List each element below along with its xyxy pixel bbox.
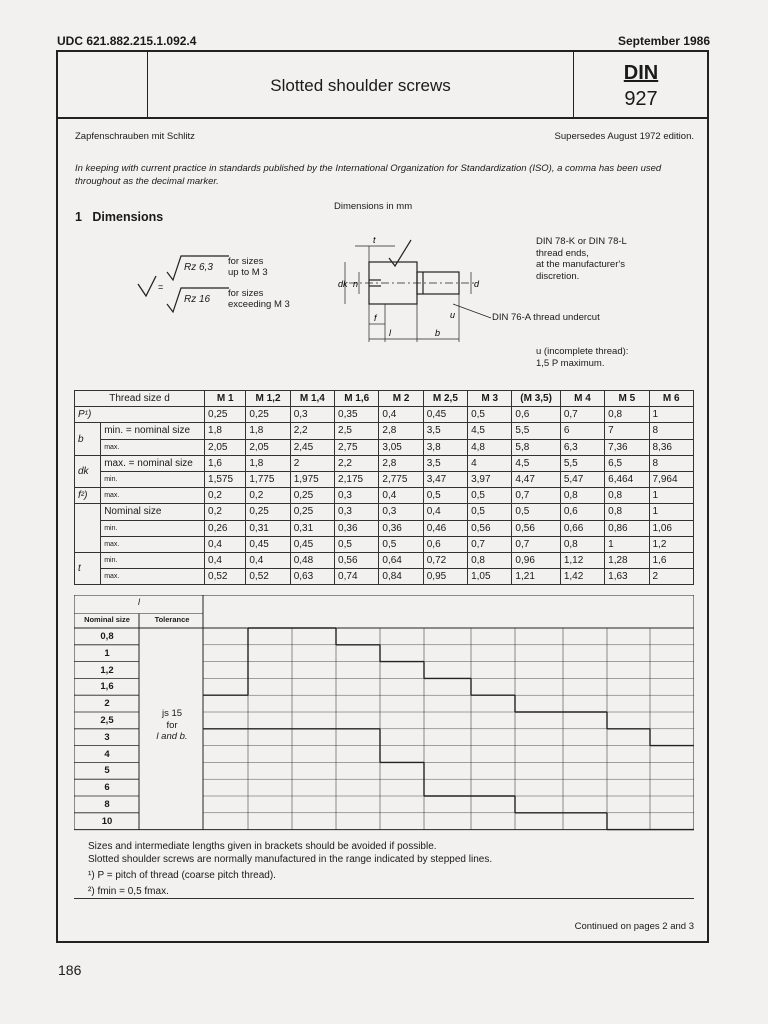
- length-label: 1,6: [100, 681, 114, 693]
- rz-label-2: [228, 288, 290, 310]
- table-cell: 0,2: [246, 488, 290, 504]
- row-sublabel: min.: [101, 471, 205, 487]
- note-2: Slotted shoulder screws are normally manufactured in the range indicated by stepped lines.: [88, 854, 493, 865]
- table-cell: 2,5: [335, 423, 379, 439]
- table-cell: 1,28: [605, 552, 649, 568]
- section-number: 1: [75, 210, 82, 224]
- table-cell: 0,45: [246, 536, 290, 552]
- rz-label-1a: for sizes: [228, 256, 264, 267]
- table-cell: 2,45: [290, 439, 334, 455]
- table-cell: 4,8: [468, 439, 512, 455]
- table-cell: 0,8: [605, 488, 649, 504]
- footnote-1: ¹) P = pitch of thread (coarse pitch thread).: [88, 870, 276, 881]
- table-cell: 1,63: [605, 569, 649, 585]
- size-header: M 2,5: [423, 391, 467, 407]
- length-label: 4: [104, 748, 110, 760]
- table-cell: 0,31: [290, 520, 334, 536]
- table-cell: 0,4: [379, 407, 423, 423]
- rz-label-2a: for sizes: [228, 288, 264, 299]
- table-cell: 0,63: [290, 569, 334, 585]
- table-cell: 0,86: [605, 520, 649, 536]
- table-cell: 6,464: [605, 471, 649, 487]
- incomplete-2: 1,5 P maximum.: [536, 358, 605, 369]
- table-row: [75, 552, 694, 568]
- size-header: M 4: [560, 391, 604, 407]
- table-cell: 3,5: [423, 455, 467, 471]
- table-cell: 8,36: [649, 439, 694, 455]
- label-n: n: [353, 279, 359, 289]
- header-line: [56, 117, 709, 119]
- row-sublabel: max.: [101, 488, 205, 504]
- label-t: t: [373, 235, 376, 245]
- table-cell: 0,5: [335, 536, 379, 552]
- table-cell: 3,97: [468, 471, 512, 487]
- table-cell: 0,5: [468, 504, 512, 520]
- table-cell: 1: [649, 407, 694, 423]
- note-1: Sizes and intermediate lengths given in brackets should be avoided if possible.: [88, 841, 437, 852]
- table-row: [75, 439, 694, 455]
- label-d: d: [474, 279, 480, 289]
- size-header: M 6: [649, 391, 694, 407]
- table-row: [75, 471, 694, 487]
- nominal-size-header: Nominal size: [84, 615, 130, 624]
- table-cell: 0,8: [605, 407, 649, 423]
- table-cell: 0,35: [335, 407, 379, 423]
- length-label: 0,8: [100, 631, 114, 642]
- row-group-label: b: [75, 423, 101, 455]
- thread-ends-4: discretion.: [536, 270, 580, 282]
- table-row: [75, 407, 694, 423]
- rz-label-1: [228, 256, 268, 278]
- row-sublabel: max.: [101, 536, 205, 552]
- check-symbol: [138, 276, 156, 296]
- table-row: [75, 423, 694, 439]
- thread-ends-2: thread ends,: [536, 247, 589, 259]
- table-header-row: [75, 391, 694, 407]
- length-label: 10: [101, 815, 113, 827]
- row-label: P¹): [75, 407, 205, 423]
- table-cell: 0,72: [423, 552, 467, 568]
- label-b: b: [435, 328, 441, 338]
- table-cell: 6,5: [605, 455, 649, 471]
- table-cell: 0,6: [423, 536, 467, 552]
- table-cell: 4,5: [512, 455, 560, 471]
- thread-ends-3: at the manufacturer's: [536, 259, 625, 270]
- length-label: 1,2: [100, 664, 114, 676]
- table-cell: 0,3: [290, 407, 334, 423]
- table-cell: 1: [649, 504, 694, 520]
- table-cell: 3,8: [423, 439, 467, 455]
- rz-value-1: Rz 6,3: [184, 262, 213, 273]
- row-group-label: dk: [75, 455, 101, 487]
- continued-note: Continued on pages 2 and 3: [574, 921, 694, 932]
- size-header: M 1,4: [290, 391, 334, 407]
- table-cell: 1,8: [246, 455, 290, 471]
- table-cell: 0,26: [205, 520, 246, 536]
- table-cell: 0,7: [512, 536, 560, 552]
- table-cell: 7,964: [649, 471, 694, 487]
- size-header: M 1: [205, 391, 246, 407]
- table-cell: 0,25: [290, 488, 334, 504]
- table-cell: 7: [605, 423, 649, 439]
- table-cell: 0,5: [468, 407, 512, 423]
- table-cell: 2,775: [379, 471, 423, 487]
- table-cell: 1,975: [290, 471, 334, 487]
- table-cell: 0,48: [290, 552, 334, 568]
- table-cell: 0,25: [246, 504, 290, 520]
- table-cell: 3,05: [379, 439, 423, 455]
- table-cell: 2: [649, 569, 694, 585]
- table-cell: 2,05: [205, 439, 246, 455]
- table-cell: 2,8: [379, 423, 423, 439]
- footnote-2: ²) fmin = 0,5 fmax.: [88, 886, 169, 897]
- notes-bottom-line: [74, 898, 694, 899]
- notes: [88, 840, 492, 898]
- table-row: [75, 488, 694, 504]
- l-label: l: [138, 597, 140, 607]
- table-cell: 0,25: [290, 504, 334, 520]
- table-cell: 2,2: [335, 455, 379, 471]
- incomplete-thread-note: [536, 346, 628, 370]
- table-cell: 0,7: [560, 407, 604, 423]
- length-label: 3: [104, 731, 110, 743]
- tolerance-header: Tolerance: [154, 615, 190, 624]
- table-row: [75, 504, 694, 520]
- row-group-label: t: [75, 552, 101, 584]
- table-cell: 0,84: [379, 569, 423, 585]
- size-header: M 1,2: [246, 391, 290, 407]
- table-cell: 0,2: [205, 504, 246, 520]
- row-group-label: [75, 504, 101, 553]
- label-f: f: [374, 313, 377, 323]
- row-group-label: f²): [75, 488, 101, 504]
- units-note: Dimensions in mm: [334, 201, 413, 212]
- roughness-symbols: [134, 250, 234, 320]
- supersedes: Supersedes August 1972 edition.: [554, 131, 694, 142]
- table-cell: 3,47: [423, 471, 467, 487]
- table-cell: 0,5: [379, 536, 423, 552]
- rz-label-1b: up to M 3: [228, 267, 268, 278]
- udc-code: UDC 621.882.215.1.092.4: [57, 34, 197, 48]
- table-cell: 6: [560, 423, 604, 439]
- table-cell: 0,96: [512, 552, 560, 568]
- table-cell: 0,45: [290, 536, 334, 552]
- table-cell: 0,95: [423, 569, 467, 585]
- table-cell: 0,74: [335, 569, 379, 585]
- table-cell: 2,8: [379, 455, 423, 471]
- table-cell: 2,75: [335, 439, 379, 455]
- table-cell: 1: [605, 536, 649, 552]
- table-row: [75, 455, 694, 471]
- table-cell: 0,4: [205, 552, 246, 568]
- table-cell: 1,575: [205, 471, 246, 487]
- page-number: 186: [58, 962, 82, 978]
- table-cell: 0,56: [335, 552, 379, 568]
- table-cell: 1: [649, 488, 694, 504]
- table-cell: 1,06: [649, 520, 694, 536]
- table-cell: 2,2: [290, 423, 334, 439]
- table-cell: 2: [290, 455, 334, 471]
- table-cell: 0,46: [423, 520, 467, 536]
- table-cell: 0,5: [468, 488, 512, 504]
- equals-sign: =: [158, 282, 164, 292]
- size-header: M 1,6: [335, 391, 379, 407]
- table-cell: 1,6: [205, 455, 246, 471]
- table-cell: 0,5: [423, 488, 467, 504]
- table-cell: 0,36: [379, 520, 423, 536]
- tolerance-2: for: [166, 719, 178, 731]
- date: September 1986: [617, 34, 710, 48]
- length-label: 5: [104, 765, 110, 777]
- tolerance-3: l and b.: [156, 731, 188, 742]
- thread-size-header: Thread size d: [75, 391, 205, 407]
- table-cell: 8: [649, 455, 694, 471]
- table-cell: 0,7: [512, 488, 560, 504]
- label-l: l: [389, 328, 391, 338]
- table-cell: 0,8: [560, 536, 604, 552]
- table-cell: 1,42: [560, 569, 604, 585]
- thread-ends-note: [536, 236, 627, 282]
- rz-value-2: Rz 16: [184, 294, 211, 305]
- table-cell: 0,4: [205, 536, 246, 552]
- row-sublabel: max. = nominal size: [101, 455, 205, 471]
- table-cell: 0,3: [335, 488, 379, 504]
- size-header: M 2: [379, 391, 423, 407]
- label-dk: dk: [338, 279, 348, 289]
- table-cell: 4,5: [468, 423, 512, 439]
- din-number: 927: [624, 88, 658, 110]
- row-sublabel: min. = nominal size: [101, 423, 205, 439]
- tolerance-1: js 15: [161, 708, 183, 719]
- table-cell: 5,5: [512, 423, 560, 439]
- table-cell: 3,5: [423, 423, 467, 439]
- table-cell: 7,36: [605, 439, 649, 455]
- section-heading: [75, 210, 163, 224]
- table-cell: 0,25: [205, 407, 246, 423]
- table-cell: 0,52: [205, 569, 246, 585]
- table-cell: 6,3: [560, 439, 604, 455]
- table-cell: 0,66: [560, 520, 604, 536]
- table-cell: 0,52: [246, 569, 290, 585]
- thread-ends-1: DIN 78-K or DIN 78-L: [536, 236, 627, 247]
- german-title: Zapfenschrauben mit Schlitz: [75, 131, 195, 142]
- table-cell: 8: [649, 423, 694, 439]
- table-row: [75, 569, 694, 585]
- table-cell: 0,4: [423, 504, 467, 520]
- table-cell: 1,2: [649, 536, 694, 552]
- table-cell: 1,6: [649, 552, 694, 568]
- table-cell: 0,64: [379, 552, 423, 568]
- screw-drawing: [325, 232, 525, 352]
- table-cell: 0,3: [335, 504, 379, 520]
- table-cell: 2,175: [335, 471, 379, 487]
- table-cell: 0,56: [512, 520, 560, 536]
- din-label: DIN: [623, 62, 659, 84]
- table-cell: 0,8: [560, 488, 604, 504]
- table-cell: 0,6: [560, 504, 604, 520]
- table-cell: 0,4: [246, 552, 290, 568]
- length-label: 8: [104, 799, 110, 810]
- undercut-note: DIN 76-A thread undercut: [492, 312, 600, 323]
- table-cell: 0,8: [605, 504, 649, 520]
- row-sublabel: min.: [101, 520, 205, 536]
- size-header: (M 3,5): [512, 391, 560, 407]
- table-cell: 0,8: [468, 552, 512, 568]
- table-cell: 0,2: [205, 488, 246, 504]
- table-cell: 1,8: [205, 423, 246, 439]
- iso-note: In keeping with current practice in standards published by the International Organization for Standardization (ISO), a comma has been used throughout as the decimal marker.: [75, 163, 662, 187]
- table-cell: 1,12: [560, 552, 604, 568]
- table-cell: 0,56: [468, 520, 512, 536]
- table-cell: 4: [468, 455, 512, 471]
- page-title: Slotted shoulder screws: [270, 76, 451, 95]
- table-cell: 1,05: [468, 569, 512, 585]
- row-sublabel: max.: [101, 569, 205, 585]
- table-cell: 4,47: [512, 471, 560, 487]
- incomplete-1: u (incomplete thread):: [536, 346, 629, 357]
- table-cell: 0,3: [379, 504, 423, 520]
- length-label: 1: [104, 647, 110, 659]
- table-cell: 5,47: [560, 471, 604, 487]
- size-header: M 5: [605, 391, 649, 407]
- table-cell: 0,7: [468, 536, 512, 552]
- table-cell: 2,05: [246, 439, 290, 455]
- table-row: [75, 536, 694, 552]
- table-cell: 1,775: [246, 471, 290, 487]
- label-u: u: [450, 310, 456, 320]
- length-label: 2: [104, 698, 110, 710]
- size-header: M 3: [468, 391, 512, 407]
- table-cell: 0,25: [246, 407, 290, 423]
- table-cell: 5,8: [512, 439, 560, 455]
- table-cell: 0,4: [379, 488, 423, 504]
- table-cell: 0,45: [423, 407, 467, 423]
- section-title: Dimensions: [92, 210, 164, 224]
- table-cell: 0,5: [512, 504, 560, 520]
- table-cell: 5,5: [560, 455, 604, 471]
- table-cell: 1,21: [512, 569, 560, 585]
- row-sublabel: max.: [101, 439, 205, 455]
- length-label: 6: [104, 782, 110, 794]
- tolerance-value: [140, 708, 204, 743]
- row-sublabel: Nominal size: [101, 504, 205, 520]
- row-sublabel: min.: [101, 552, 205, 568]
- table-cell: 0,36: [335, 520, 379, 536]
- rz-label-2b: exceeding M 3: [228, 299, 290, 310]
- table-cell: 1,8: [246, 423, 290, 439]
- dimension-table: [74, 390, 694, 585]
- length-label: 2,5: [100, 715, 114, 726]
- table-cell: 0,6: [512, 407, 560, 423]
- table-cell: 0,31: [246, 520, 290, 536]
- table-row: [75, 520, 694, 536]
